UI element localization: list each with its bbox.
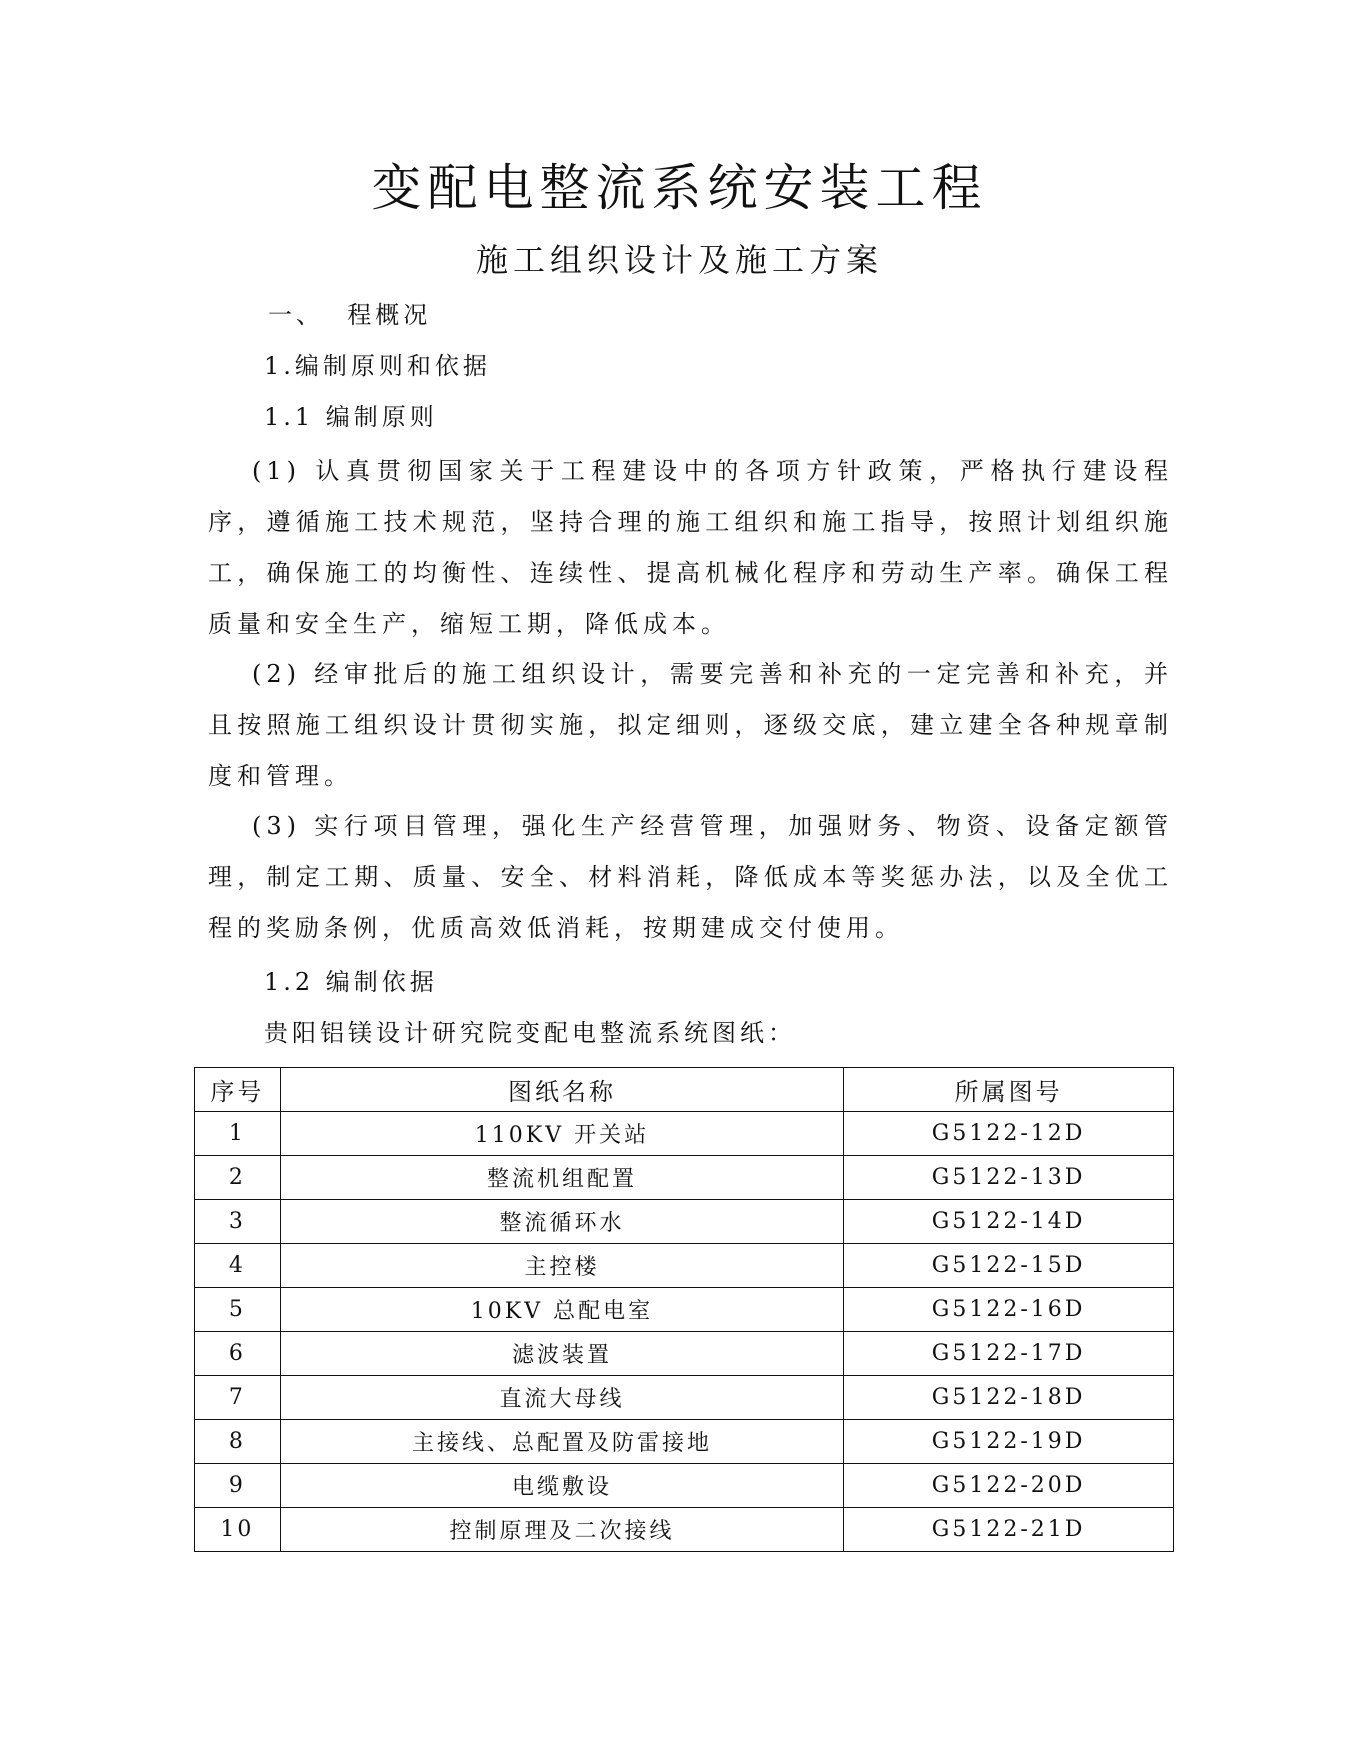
document-title: 变配电整流系统安装工程	[371, 159, 988, 217]
cell-serial-no: 8	[195, 1420, 281, 1464]
cell-serial-no: 4	[195, 1244, 281, 1288]
cell-drawing-number: G5122-17D	[844, 1332, 1174, 1376]
cell-drawing-name: 主接线、总配置及防雷接地	[280, 1420, 843, 1464]
table-row	[195, 1508, 1174, 1552]
table-header-row	[195, 1068, 1174, 1112]
paragraph-1: (1) 认真贯彻国家关于工程建设中的各项方针政策，严格执行建设程序，遵循施工技术规范，坚持合理的施工组织和施工指导，按照计划组织施工，确保施工的均衡性、连续性、提高机械化程序和劳动生产率。确保工程质量和安全生产，缩短工期，降低成本。	[208, 457, 1173, 638]
header-drawing-name: 图纸名称	[280, 1068, 843, 1112]
table-row	[195, 1156, 1174, 1200]
cell-drawing-number: G5122-21D	[844, 1508, 1174, 1552]
cell-serial-no: 2	[195, 1156, 281, 1200]
cell-serial-no: 3	[195, 1200, 281, 1244]
header-drawing-number: 所属图号	[844, 1068, 1174, 1112]
cell-drawing-name: 整流机组配置	[280, 1156, 843, 1200]
cell-drawing-name: 电缆敷设	[280, 1464, 843, 1508]
table-intro: 贵阳铝镁设计研究院变配电整流系统图纸：	[264, 1019, 796, 1047]
section-heading: 一、 程概况	[268, 301, 432, 329]
cell-serial-no: 7	[195, 1376, 281, 1420]
cell-drawing-number: G5122-13D	[844, 1156, 1174, 1200]
heading-1: 1.编制原则和依据	[264, 352, 491, 380]
cell-serial-no: 10	[195, 1508, 281, 1552]
cell-serial-no: 9	[195, 1464, 281, 1508]
heading-1-2: 1.2 编制依据	[264, 968, 438, 996]
paragraph-2: (2) 经审批后的施工组织设计，需要完善和补充的一定完善和补充，并且按照施工组织设计贯彻实施，拟定细则，逐级交底，建立建全各种规章制度和管理。	[208, 660, 1173, 790]
cell-drawing-number: G5122-16D	[844, 1288, 1174, 1332]
cell-drawing-name: 110KV 开关站	[280, 1112, 843, 1156]
cell-drawing-name: 滤波装置	[280, 1332, 843, 1376]
cell-drawing-number: G5122-12D	[844, 1112, 1174, 1156]
table-row	[195, 1464, 1174, 1508]
cell-serial-no: 1	[195, 1112, 281, 1156]
table-row	[195, 1332, 1174, 1376]
cell-drawing-number: G5122-15D	[844, 1244, 1174, 1288]
paragraph-3: (3) 实行项目管理，强化生产经营管理，加强财务、物资、设备定额管理，制定工期、质量、安全、材料消耗，降低成本等奖惩办法，以及全优工程的奖励条例，优质高效低消耗，按期建成交付使用。	[208, 812, 1173, 942]
document-subtitle: 施工组织设计及施工方案	[475, 241, 883, 279]
cell-serial-no: 6	[195, 1332, 281, 1376]
cell-drawing-number: G5122-20D	[844, 1464, 1174, 1508]
cell-drawing-number: G5122-18D	[844, 1376, 1174, 1420]
cell-drawing-name: 10KV 总配电室	[280, 1288, 843, 1332]
cell-drawing-number: G5122-19D	[844, 1420, 1174, 1464]
cell-drawing-name: 控制原理及二次接线	[280, 1508, 843, 1552]
cell-drawing-name: 整流循环水	[280, 1200, 843, 1244]
cell-drawing-name: 直流大母线	[280, 1376, 843, 1420]
table-row	[195, 1200, 1174, 1244]
table-row	[195, 1376, 1174, 1420]
table-row	[195, 1112, 1174, 1156]
cell-drawing-name: 主控楼	[280, 1244, 843, 1288]
drawings-table	[194, 1067, 1174, 1552]
table-row	[195, 1244, 1174, 1288]
header-serial-no: 序号	[195, 1068, 281, 1112]
cell-drawing-number: G5122-14D	[844, 1200, 1174, 1244]
table-row	[195, 1288, 1174, 1332]
heading-1-1: 1.1 编制原则	[264, 403, 438, 431]
cell-serial-no: 5	[195, 1288, 281, 1332]
table-row	[195, 1420, 1174, 1464]
